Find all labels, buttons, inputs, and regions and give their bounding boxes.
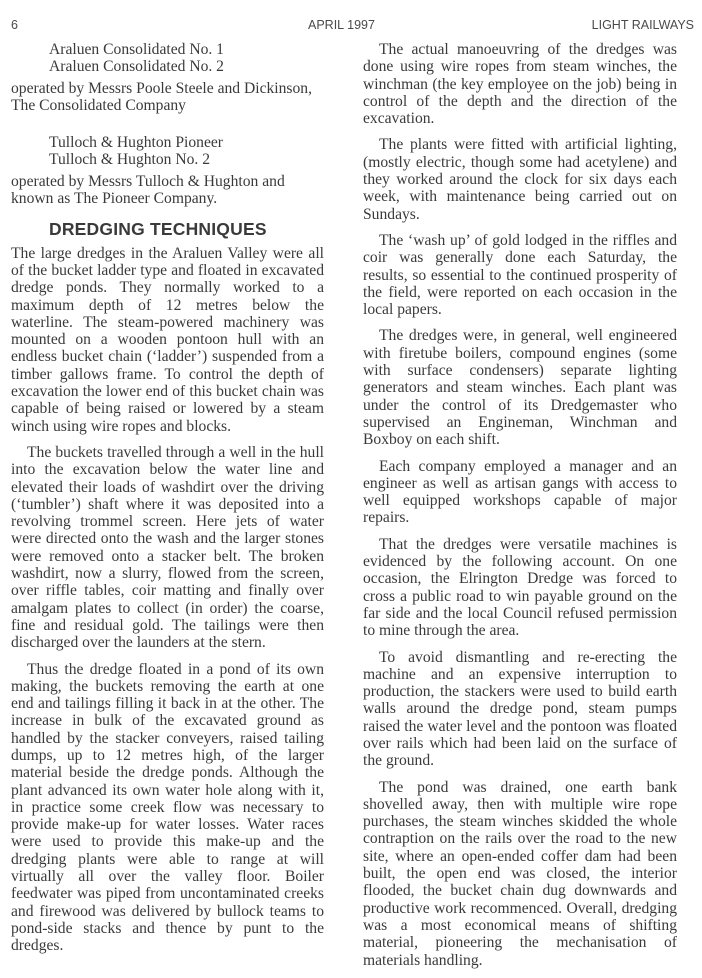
list-item: Tulloch & Hughton Pioneer bbox=[49, 134, 223, 152]
section-heading: DREDGING TECHNIQUES bbox=[49, 219, 267, 240]
operator-consolidated: operated by Messrs Poole Steele and Dickinson, The Consolidated Company bbox=[11, 79, 312, 114]
page-number: 6 bbox=[11, 18, 18, 32]
list-item: Araluen Consolidated No. 1 bbox=[49, 41, 224, 58]
paragraph: To avoid dismantling and re-erecting the machine and an expensive interruption to production, the stackers were used to build earth walls around the dredge pond, steam pumps raised the water level and the pontoon was floated over rails which had been laid on the surface of the ground. bbox=[363, 648, 677, 770]
right-column bbox=[363, 41, 677, 978]
paragraph: The dredges were, in general, well engineered with firetube boilers, compound engines (some with surface condensers) separate lighting generators and steam winches. Each plant was under the control of its Dredgemaster who supervised an Engineman, Winchman and Boxboy on each shift. bbox=[363, 327, 677, 449]
left-column bbox=[11, 41, 324, 964]
paragraph: The plants were fitted with artificial lighting, (mostly electric, though some had acetylene) and they worked around the clock for six days each week, with maintenance being carried out on Sundays. bbox=[363, 136, 677, 223]
paragraph: The large dredges in the Araluen Valley were all of the bucket ladder type and floated in excavated dredge ponds. They normally worked to a maximum depth of 12 metres below the waterline. The steam-powered machinery was mounted on a wooden pontoon hull with an endless bucket chain (‘ladder’) suspended from a timber gallows frame. To control the depth of excavation the lower end of this bucket chain was capable of being raised or lowered by a steam winch using wire ropes and blocks. bbox=[11, 244, 324, 435]
list-item: Araluen Consolidated No. 2 bbox=[49, 58, 224, 76]
issue-date: APRIL 1997 bbox=[308, 18, 375, 32]
page-header bbox=[0, 0, 702, 30]
paragraph: The actual manoeuvring of the dredges was done using wire ropes from steam winches, the winchman (the key employee on the job) being in control of the depth and the direction of the excavation. bbox=[363, 41, 677, 128]
paragraph: The buckets travelled through a well in the hull into the excavation below the water line and elevated their loads of washdirt over the driving (‘tumbler’) shaft where it was deposited into a revolving trommel screen. Here jets of water were directed onto the wash and the larger stones were removed onto a stacker belt. The broken washdirt, now a slurry, flowed from the screen, over riffle tables, coir matting and finally over amalgam plates to collect (in order) the coarse, fine and residual gold. The tailings were then discharged over the launders at the stern. bbox=[11, 443, 324, 652]
dredge-list-pioneer bbox=[11, 134, 324, 169]
paragraph: Thus the dredge floated in a pond of its own making, the buckets removing the earth at one end and tailings filling it back in at the other. The increase in bulk of the excavated ground as handled by the stacker conveyers, raised tailing dumps, up to 12 metres high, of the larger material beside the dredge ponds. Although the plant advanced its own water hole along with it, in practice some creek flow was necessary to provide make-up for water losses. Water races were used to provide this make-up and the dredging plants were able to range at will virtually all over the valley floor. Boiler feedwater was piped from uncontaminated creeks and firewood was delivered by bullock teams to pond-side stacks and thence by punt to the dredges. bbox=[11, 660, 324, 955]
paragraph: The pond was drained, one earth bank shovelled away, then with multiple wire rope purchases, the steam winches skidded the whole contraption on the rails over the road to the new site, where an open-ended coffer dam had been built, the open end was closed, the interior flooded, the bucket chain dug downwards and productive work recommenced. Overall, dredging was a most economical means of shifting material, pioneering the mechanisation of materials handling. bbox=[363, 778, 677, 969]
operator-pioneer: operated by Messrs Tulloch & Hughton and known as The Pioneer Company. bbox=[11, 172, 285, 208]
paragraph: That the dredges were versatile machines is evidenced by the following account. On one occasion, the Elrington Dredge was forced to cross a public road to win payable ground on the far side and the local Council refused permission to mine through the area. bbox=[363, 535, 677, 640]
list-item: Tulloch & Hughton No. 2 bbox=[49, 151, 211, 169]
publication-title: LIGHT RAILWAYS bbox=[591, 18, 694, 32]
paragraph: Each company employed a manager and an engineer as well as artisan gangs with access to well equipped workshops capable of major repairs. bbox=[363, 457, 677, 527]
dredge-list-consolidated bbox=[11, 41, 324, 76]
paragraph: The ‘wash up’ of gold lodged in the riffles and coir was generally done each Saturday, the results, so essential to the continued prosperity of the field, were reported on each occasion in the local papers. bbox=[363, 231, 677, 319]
